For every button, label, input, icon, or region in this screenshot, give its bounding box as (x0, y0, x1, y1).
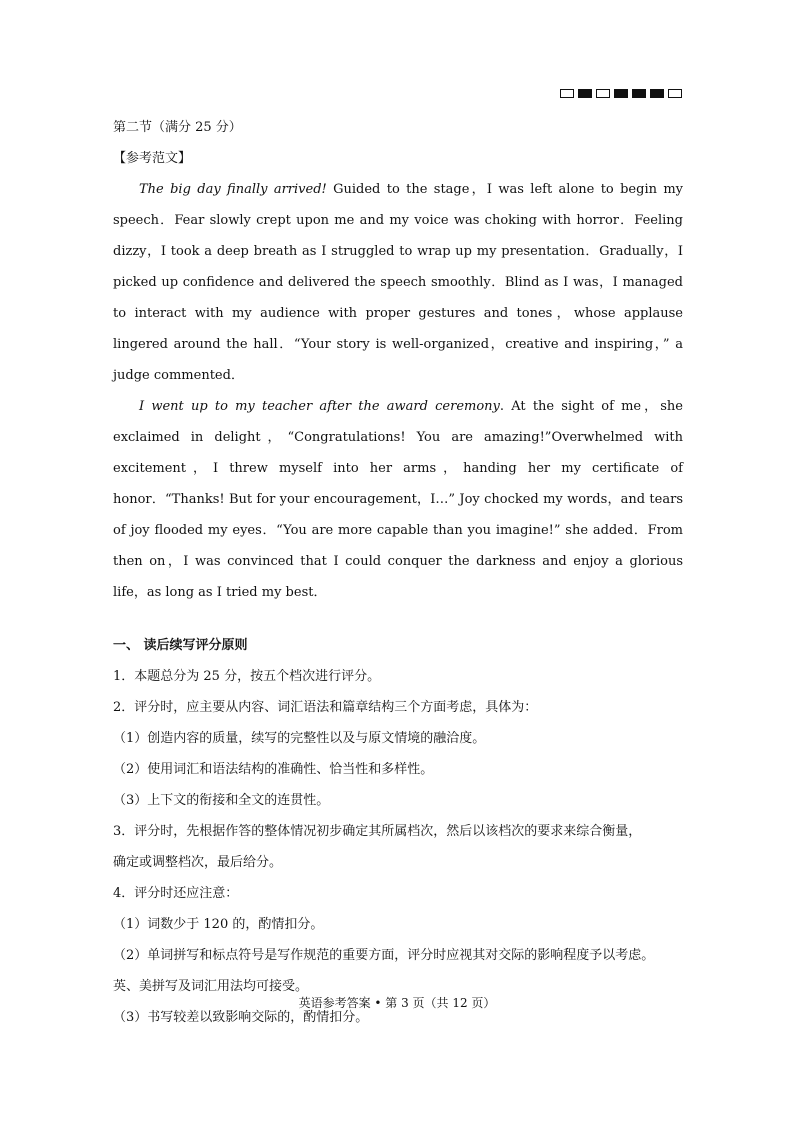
paragraph-2-body: . At the sight of me，she exclaimed in delight，“Congratulations! You are amazing!”Overwhelmed with excitement，I threw myself into her arms，handing her my certificate of honor．“Thanks! But for your encouragement，I…” Joy chocked my words，and tears of joy flooded my eyes．“You are more capable than you imagine!” she added．From then on，I was convinced that I could conquer the darkness and enjoy a glorious life，as long as I tried my best． (113, 399, 683, 600)
paragraph-1-opening: The big day finally arrived! (139, 182, 327, 197)
rule-item: 确定或调整档次，最后给分。 (113, 855, 283, 870)
empty-mark (560, 89, 574, 98)
filled-mark (578, 89, 592, 98)
rule-item: 英、美拼写及词汇用法均可接受。 (113, 979, 309, 994)
page-footer: 英语参考答案 • 第 3 页（共 12 页） (298, 996, 496, 1010)
filled-mark (614, 89, 628, 98)
rule-item: （3）上下文的衔接和全文的连贯性。 (113, 793, 330, 808)
header-marks (560, 89, 682, 98)
section-heading: 第二节（满分 25 分） (113, 120, 242, 135)
rule-item: （2）单词拼写和标点符号是写作规范的重要方面，评分时应视其对交际的影响程度予以考虑。 (113, 948, 655, 963)
scoring-rules-list (113, 661, 683, 1033)
filled-mark (650, 89, 664, 98)
scoring-principles-heading: 一、 读后续写评分原则 (113, 638, 248, 653)
paragraph-1-body: Guided to the stage，I was left alone to begin my speech．Fear slowly crept upon me and my voice was choking with horror．Feeling dizzy，I took a deep breath as I struggled to wrap up my presentation．Gradually，I picked up confidence and delivered the speech smoothly．Blind as I was，I managed to interact with my audience with proper gestures and tones，whose applause lingered around the hall．“Your story is well-organized，creative and inspiring，” a judge commented． (113, 182, 683, 383)
rule-item: （2）使用词汇和语法结构的准确性、恰当性和多样性。 (113, 762, 434, 777)
rule-item: 1．本题总分为 25 分，按五个档次进行评分。 (113, 669, 381, 684)
rule-item: （3）书写较差以致影响交际的，酌情扣分。 (113, 1010, 369, 1025)
filled-mark (632, 89, 646, 98)
empty-mark (668, 89, 682, 98)
rule-item: 3．评分时，先根据作答的整体情况初步确定其所属档次，然后以该档次的要求来综合衡量， (113, 824, 642, 839)
rule-item: 4．评分时还应注意： (113, 886, 239, 901)
page-content (113, 112, 683, 1033)
rule-item: （1）词数少于 120 的，酌情扣分。 (113, 917, 324, 932)
reference-essay-label: 【参考范文】 (113, 151, 192, 166)
rule-item: 2．评分时，应主要从内容、词汇语法和篇章结构三个方面考虑，具体为： (113, 700, 538, 715)
essay-paragraph-2 (113, 391, 683, 608)
empty-mark (596, 89, 610, 98)
rule-item: （1）创造内容的质量，续写的完整性以及与原文情境的融洽度。 (113, 731, 486, 746)
paragraph-2-opening: I went up to my teacher after the award ceremony (139, 399, 500, 414)
essay-paragraph-1 (113, 174, 683, 391)
